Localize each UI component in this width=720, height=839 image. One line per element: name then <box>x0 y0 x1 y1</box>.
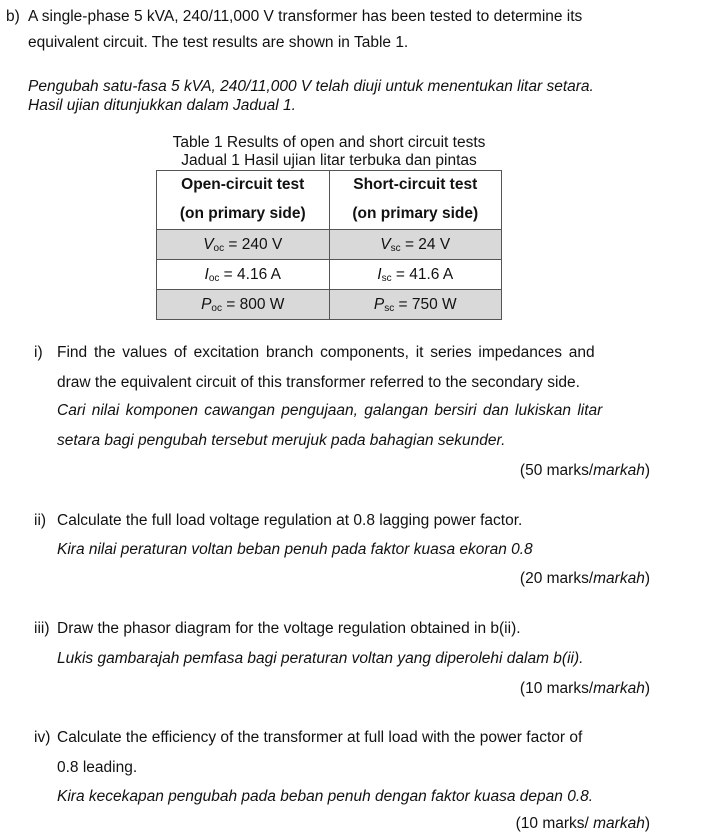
part-i-my-line1: Cari nilai komponen cawangan pengujaan, galangan bersiri dan lukiskan litar <box>57 402 603 419</box>
header-short-circuit: Short-circuit test <box>329 171 502 200</box>
header-short-circuit-side: (on primary side) <box>329 199 502 230</box>
table-row <box>157 230 502 260</box>
header-open-circuit: Open-circuit test <box>157 171 330 200</box>
part-i-my-line2: setara bagi pengubah tersebut merujuk pada bahagian sekunder. <box>57 432 506 449</box>
question-label: b) <box>6 8 20 25</box>
table-row <box>157 290 502 320</box>
part-i-en-line2: draw the equivalent circuit of this transformer referred to the secondary side. <box>57 374 580 391</box>
intro-text-my-line1: Pengubah satu-fasa 5 kVA, 240/11,000 V telah diuji untuk menentukan litar setara. <box>28 78 594 95</box>
table-caption-en: Table 1 Results of open and short circuit tests <box>172 134 486 151</box>
cell-voc: $V_{oc} = 240$ V <box>157 230 330 260</box>
results-table <box>156 170 502 320</box>
part-iv-marks: (10 marks/ markah) <box>515 815 650 832</box>
cell-poc: $P_{oc} = 800$ W <box>157 290 330 320</box>
part-i-label: i) <box>34 344 43 361</box>
part-ii-en-line1: Calculate the full load voltage regulation at 0.8 lagging power factor. <box>57 512 523 529</box>
table-row <box>157 260 502 290</box>
table-caption-my: Jadual 1 Hasil ujian litar terbuka dan pintas <box>181 152 477 169</box>
part-iv-en-line2: 0.8 leading. <box>57 759 138 776</box>
cell-isc: $I_{sc} = 41.6$ A <box>329 260 502 290</box>
part-ii-my-line1: Kira nilai peraturan voltan beban penuh pada faktor kuasa ekoran 0.8 <box>57 541 533 558</box>
cell-psc: $P_{sc} = 750$ W <box>329 290 502 320</box>
intro-text-my-line2: Hasil ujian ditunjukkan dalam Jadual 1. <box>28 97 296 114</box>
part-iv-my-line1: Kira kecekapan pengubah pada beban penuh dengan faktor kuasa depan 0.8. <box>57 788 594 805</box>
part-iv-en-line1: Calculate the efficiency of the transformer at full load with the power factor of <box>57 729 583 746</box>
part-iii-marks: (10 marks/markah) <box>519 680 650 697</box>
part-i-en-line1: Find the values of excitation branch components, it series impedances and <box>57 344 595 361</box>
cell-vsc: $V_{sc} = 24$ V <box>329 230 502 260</box>
cell-ioc: $I_{oc} = 4.16$ A <box>157 260 330 290</box>
part-iii-my-line1: Lukis gambarajah pemfasa bagi peraturan voltan yang diperolehi dalam b(ii). <box>57 650 584 667</box>
part-ii-marks: (20 marks/markah) <box>519 570 650 587</box>
part-ii-label: ii) <box>34 512 47 529</box>
part-i-marks: (50 marks/markah) <box>519 462 650 479</box>
part-iii-label: iii) <box>34 620 50 637</box>
part-iv-label: iv) <box>34 729 51 746</box>
header-open-circuit-side: (on primary side) <box>157 199 330 230</box>
part-iii-en-line1: Draw the phasor diagram for the voltage regulation obtained in b(ii). <box>57 620 521 637</box>
intro-text-en-line2: equivalent circuit. The test results are shown in Table 1. <box>28 34 409 51</box>
intro-text-en-line1: A single-phase 5 kVA, 240/11,000 V transformer has been tested to determine its <box>28 8 583 25</box>
